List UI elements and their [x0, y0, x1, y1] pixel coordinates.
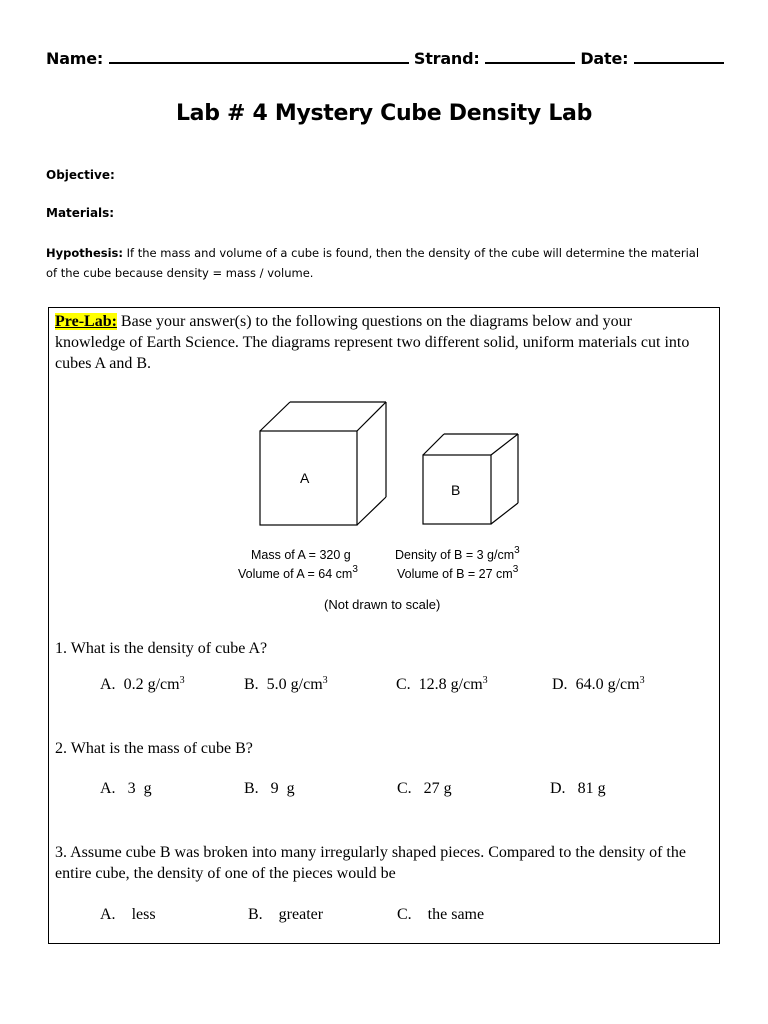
hypothesis [46, 243, 706, 283]
scale-note: (Not drawn to scale) [324, 597, 441, 612]
question-3: 3. Assume cube B was broken into many irregularly shaped pieces. Compared to the density of the entire cube, the density of one of the pieces would be [55, 844, 686, 882]
volume-a-caption: Volume of A = 64 $cm^3$ [238, 564, 358, 581]
page-title: Lab # 4 Mystery Cube Density Lab [175, 101, 593, 126]
q2-option-d[interactable]: D. 81 g [550, 780, 606, 797]
prelab-text: Base your answer(s) to the following questions on the diagrams below and your knowledge of Earth Science. The diagrams represent two different solid, uniform materials cut into cubes A and B. [55, 313, 690, 372]
q1-option-b[interactable]: B. 5.0 $g/cm^3$ [244, 675, 328, 693]
cube-a-label: A [300, 470, 310, 486]
q2-option-c[interactable]: C. 27 g [397, 780, 452, 797]
mass-a-caption: Mass of A = 320 g [251, 548, 351, 562]
volume-b-caption: Volume of B = 27 $cm^3$ [397, 564, 519, 581]
q2-option-b[interactable]: B. 9 g [244, 780, 295, 797]
question-1: 1. What is the density of cube A? [55, 640, 268, 657]
prelab-intro [55, 311, 705, 374]
cubes-svg [229, 396, 539, 621]
cube-a [260, 402, 386, 525]
q3-option-a[interactable]: A. less [100, 906, 156, 923]
name-label: Name: [46, 49, 104, 68]
hypothesis-text: If the mass and volume of a cube is found, then the density of the cube will determine the material of the cube because density = mass / volume. [46, 246, 700, 280]
date-label: Date: [580, 49, 629, 68]
date-blank[interactable] [634, 50, 724, 64]
q1-option-d[interactable]: D. 64.0 $g/cm^3$ [552, 675, 645, 693]
objective-label: Objective: [46, 168, 115, 182]
prelab-label: Pre-Lab: [55, 313, 117, 330]
cube-b [423, 434, 518, 524]
q1-option-c[interactable]: C. 12.8 $g/cm^3$ [396, 675, 488, 693]
name-blank[interactable] [109, 50, 409, 64]
strand-blank[interactable] [485, 50, 575, 64]
q3-option-c[interactable]: C. the same [397, 906, 485, 923]
q1-option-a[interactable]: A. 0.2 $g/cm^3$ [100, 675, 185, 693]
cube-b-label: B [451, 482, 461, 498]
q3-option-b[interactable]: B. greater [248, 906, 324, 923]
strand-label: Strand: [413, 49, 480, 68]
materials-label: Materials: [46, 206, 115, 220]
cube-diagram [229, 396, 539, 621]
prelab-box [48, 307, 720, 944]
header-fields [46, 49, 726, 68]
question-2: 2. What is the mass of cube B? [55, 740, 253, 757]
hypothesis-label: Hypothesis: [46, 246, 123, 260]
q2-option-a[interactable]: A. 3 g [100, 780, 152, 797]
density-b-caption: Density of B = 3 $g/cm^3$ [395, 545, 520, 562]
